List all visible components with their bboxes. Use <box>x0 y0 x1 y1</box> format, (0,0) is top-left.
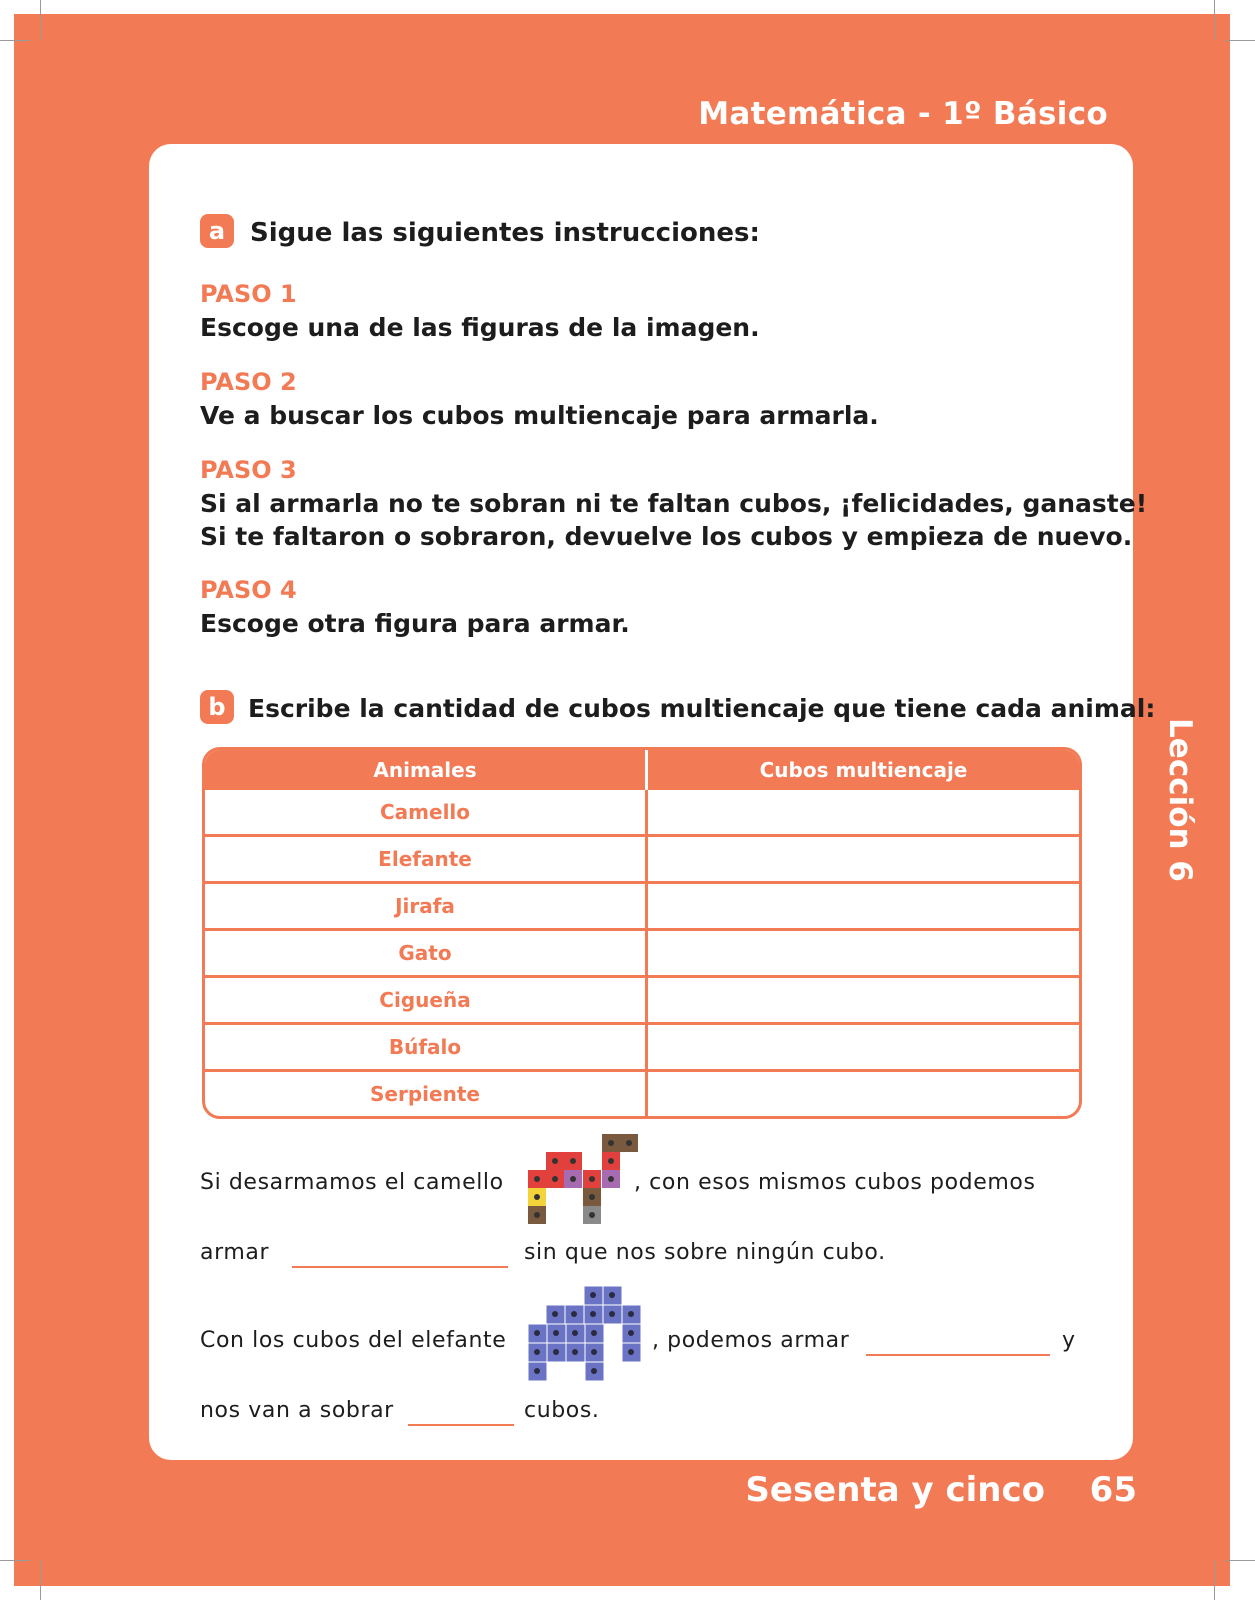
sentence-elephant-part1: Con los cubos del elefante <box>200 1328 507 1353</box>
step-3-text-line1: Si al armarla no te sobran ni te faltan cubos, ¡felicidades, ganaste! <box>200 489 1148 518</box>
crop-mark <box>0 1560 30 1561</box>
part-b-title: Escribe la cantidad de cubos multiencaje que tiene cada animal: <box>248 694 1156 723</box>
table-row <box>205 790 1079 834</box>
column-header-animals: Animales <box>205 750 648 790</box>
step-2-label: PASO 2 <box>200 368 297 396</box>
crop-mark <box>0 40 30 41</box>
animal-name: Jirafa <box>205 881 648 928</box>
cube-count-answer[interactable] <box>648 834 1079 881</box>
answer-blank-figure[interactable] <box>292 1266 508 1268</box>
header-title: Matemática - 1º Básico <box>698 96 1108 132</box>
elephant-cubes-image <box>528 1286 644 1382</box>
step-2-text: Ve a buscar los cubos multiencaje para armarla. <box>200 401 879 430</box>
sentence-elephant-part2: , podemos armar <box>652 1328 850 1353</box>
part-a-title: Sigue las siguientes instrucciones: <box>250 218 760 248</box>
badge-b: b <box>200 690 234 724</box>
camel-cubes-image <box>528 1134 640 1226</box>
table-row <box>205 834 1079 881</box>
crop-mark <box>1214 0 1215 40</box>
footer-page-number: 65 <box>1089 1470 1137 1510</box>
animal-name: Serpiente <box>205 1069 648 1116</box>
animal-name: Búfalo <box>205 1022 648 1069</box>
sentence-y: y <box>1062 1328 1076 1353</box>
table-row <box>205 881 1079 928</box>
crop-mark <box>40 0 41 40</box>
animals-table <box>202 747 1082 1119</box>
crop-mark <box>1225 1560 1255 1561</box>
cube-count-answer[interactable] <box>648 1069 1079 1116</box>
step-4-label: PASO 4 <box>200 576 297 604</box>
answer-blank-leftover[interactable] <box>408 1424 514 1426</box>
sentence-cubos: cubos. <box>524 1398 600 1423</box>
step-1-text: Escoge una de las figuras de la imagen. <box>200 313 760 342</box>
sentence-camel-part1: Si desarmamos el camello <box>200 1170 504 1195</box>
badge-a: a <box>200 214 234 248</box>
table-row <box>205 1022 1079 1069</box>
step-4-text: Escoge otra figura para armar. <box>200 609 630 638</box>
footer-page-words: Sesenta y cinco <box>745 1470 1045 1510</box>
cube-count-answer[interactable] <box>648 928 1079 975</box>
table-row <box>205 975 1079 1022</box>
column-header-cubes: Cubos multiencaje <box>648 750 1079 790</box>
sentence-camel-part2: , con esos mismos cubos podemos <box>634 1170 1036 1195</box>
cube-count-answer[interactable] <box>648 975 1079 1022</box>
table-header-row <box>205 750 1079 790</box>
animal-name: Elefante <box>205 834 648 881</box>
step-3-label: PASO 3 <box>200 456 297 484</box>
sentence-no-sobra: sin que nos sobre ningún cubo. <box>524 1240 886 1265</box>
animal-name: Gato <box>205 928 648 975</box>
step-1-label: PASO 1 <box>200 280 297 308</box>
cube-count-answer[interactable] <box>648 1022 1079 1069</box>
answer-blank-elephant-figure[interactable] <box>866 1354 1050 1356</box>
sentence-armar: armar <box>200 1240 270 1265</box>
table-row <box>205 1069 1079 1116</box>
step-3-text-line2: Si te faltaron o sobraron, devuelve los cubos y empieza de nuevo. <box>200 522 1133 551</box>
table-row <box>205 928 1079 975</box>
lesson-label: Lección 6 <box>1162 718 1198 882</box>
animal-name: Camello <box>205 790 648 834</box>
crop-mark <box>1214 1560 1215 1600</box>
sentence-sobrar: nos van a sobrar <box>200 1398 394 1423</box>
cube-count-answer[interactable] <box>648 790 1079 834</box>
crop-mark <box>40 1560 41 1600</box>
crop-mark <box>1225 40 1255 41</box>
cube-count-answer[interactable] <box>648 881 1079 928</box>
animal-name: Cigueña <box>205 975 648 1022</box>
